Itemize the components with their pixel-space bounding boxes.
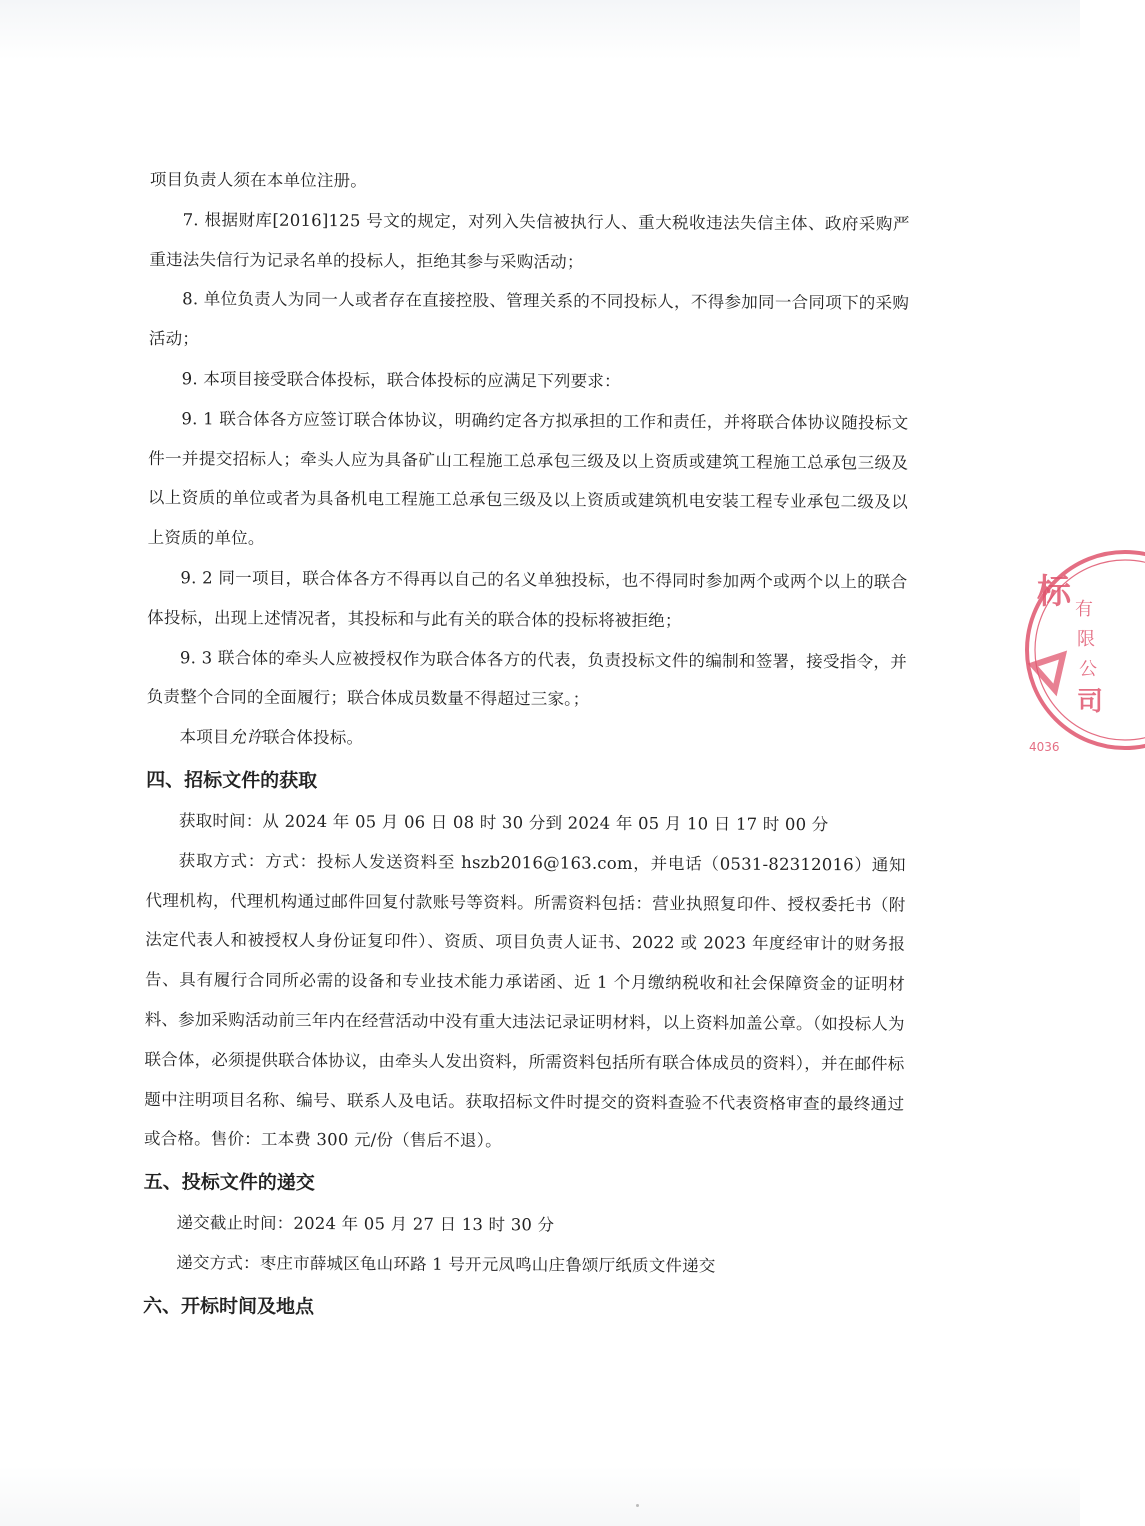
paragraph-item-9-2: 9. 2 同一项目，联合体各方不得再以自己的名义单独投标，也不得同时参加两个或两个以上的联合体投标，出现上述情况者，其投标和与此有关的联合体的投标将被拒绝； — [147, 568, 908, 631]
paragraph-item-7: 7. 根据财库[2016]125 号文的规定，对列入失信被执行人、重大税收违法失信主体、政府采购严重违法失信行为记录名单的投标人，拒绝其参与采购活动； — [149, 209, 910, 272]
allow-word: 允许 — [229, 727, 264, 747]
seal-glyph-3: 限 — [1077, 629, 1095, 650]
paragraph-item-9-3: 9. 3 联合体的牵头人应被授权作为联合体各方的代表，负责投标文件的编制和签署，接受指令，并负责整个合同的全面履行；联合体成员数量不得超过三家。； — [146, 647, 908, 710]
section-5-deadline: 递交截止时间：2024 年 05 月 27 日 13 时 30 分 — [176, 1213, 555, 1235]
paragraph-item-9: 9. 本项目接受联合体投标，联合体投标的应满足下列要求： — [181, 369, 621, 391]
paragraph-item-8: 8. 单位负责人为同一人或者存在直接控股、管理关系的不同投标人，不得参加同一合同项下的采购活动； — [148, 289, 910, 349]
seal-glyph-5: 司 — [1077, 687, 1104, 717]
seal-glyph-1: 标 — [1037, 572, 1071, 612]
scan-speck — [636, 1504, 639, 1507]
section-5-method: 递交方式：枣庄市薛城区龟山环路 1 号开元凤鸣山庄鲁颂厅纸质文件递交 — [176, 1253, 716, 1276]
paragraph-manager-registration: 项目负责人须在本单位注册。 — [149, 169, 368, 191]
section-4-time: 获取时间：从 2024 年 05 月 06 日 08 时 30 分到 2024 年 05 月 10 日 17 时 00 分 — [178, 811, 829, 835]
seal-glyph-2: 有 — [1075, 599, 1093, 620]
section-4-heading: 四、招标文件的获取 — [146, 768, 318, 792]
seal-number: 4036 — [1029, 740, 1060, 754]
allow-prefix: 本项目 — [179, 727, 230, 747]
allow-suffix: 联合体投标。 — [262, 727, 364, 748]
seal-glyph-4: 公 — [1079, 659, 1097, 680]
document-body — [143, 160, 910, 1331]
company-seal-stamp — [1015, 545, 1145, 755]
paragraph-consortium-allowed — [146, 717, 906, 761]
section-6-heading: 六、开标时间及地点 — [142, 1294, 315, 1318]
section-4-method: 获取方式：方式：投标人发送资料至 hszb2016@163.com，并电话（0531-82312016）通知代理机构，代理机构通过邮件回复付款账号等资料。所需资料包括：营业执照复印件、授权委托书（附法定代表人和被授权人身份证复印件）、资质、项目负责人证书、2022 或 2023 年度经审计的财务报告、具有履行合同所必需的设备和专业技术能力承诺函、近 1 个月缴纳税收和社会保障资金的证明材料、参加采购活动前三年内在经营活动中没有重大违法记录证明材料，以上资料加盖公章。（如投标人为联合体，必须提供联合体协议，由牵头人发出资料，所需资料包括所有联合体成员的资料），并在邮件标题中注明项目名称、编号、联系人及电话。获取招标文件时提交的资料查验不代表资格审查的最终通过或合格。售价：工本费 300 元/份（售后不退）。 — [143, 850, 906, 1151]
paragraph-item-9-1: 9. 1 联合体各方应签订联合体协议，明确约定各方拟承担的工作和责任，并将联合体协议随投标文件一并提交招标人；牵头人应为具备矿山工程施工总承包三级及以上资质或建筑工程施工总承包三级及以上资质的单位或者为具备机电工程施工总承包三级及以上资质或建筑机电安装工程专业承包二级及以上资质的单位。 — [147, 408, 909, 548]
section-5-heading: 五、投标文件的递交 — [143, 1171, 315, 1195]
